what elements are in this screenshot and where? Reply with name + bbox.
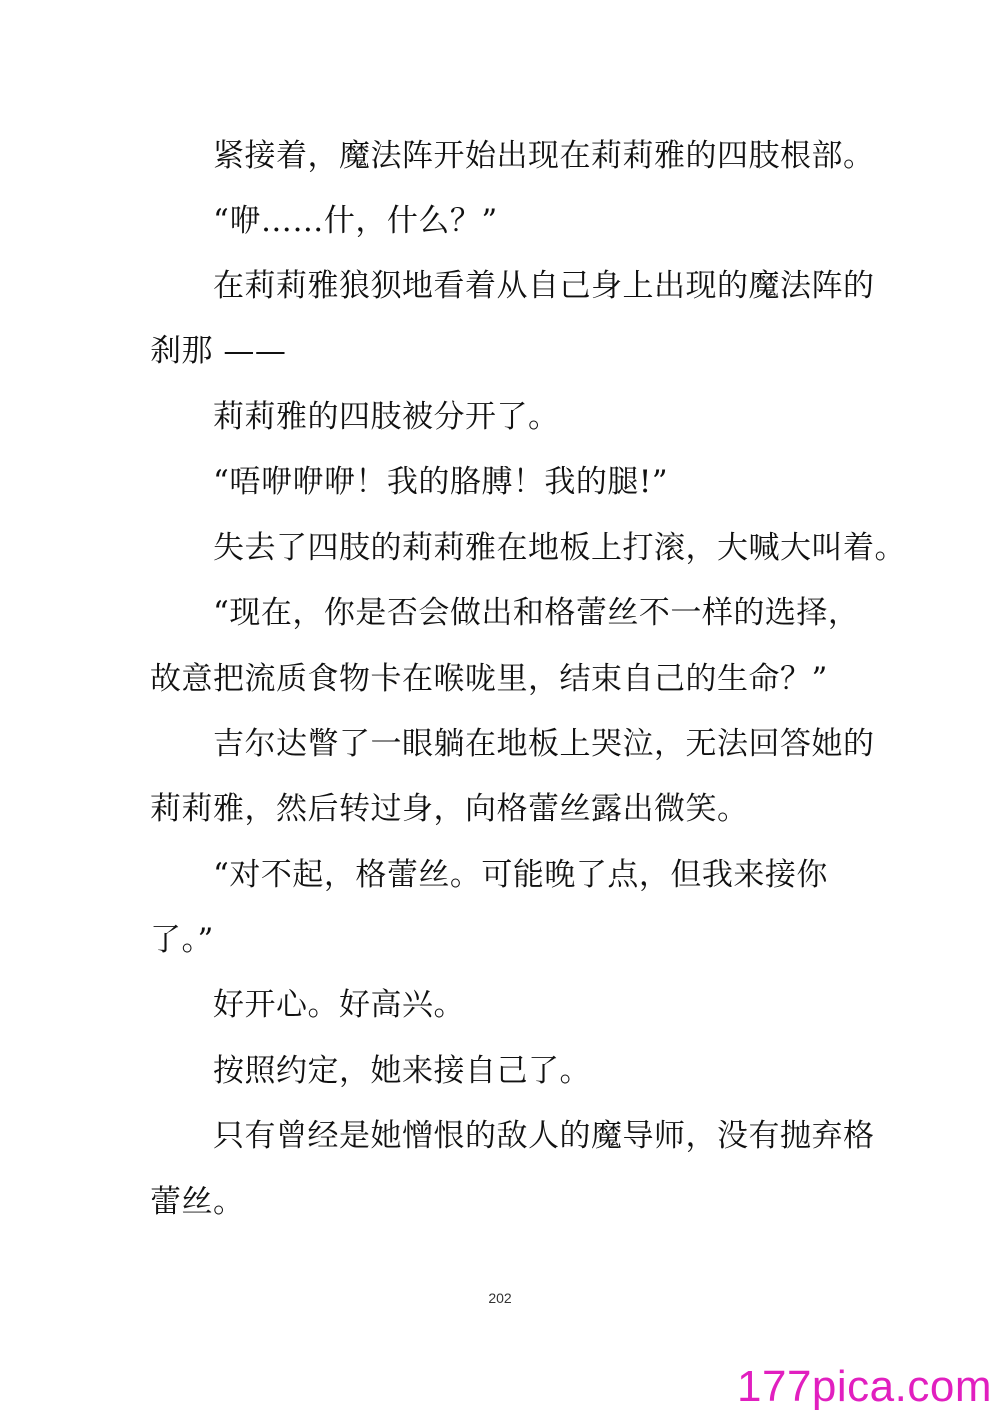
text-line: 只有曾经是她憎恨的敌人的魔导师，没有抛弃格 xyxy=(213,1118,875,1154)
text-line: 了。” xyxy=(150,922,214,958)
text-line: 蕾丝。 xyxy=(150,1184,245,1220)
text-line: 莉莉雅的四肢被分开了。 xyxy=(213,399,560,435)
text-line: “对不起，格蕾丝。可能晚了点，但我来接你 xyxy=(213,857,828,893)
text-line: “唔咿咿咿！我的胳膊！我的腿!” xyxy=(213,464,669,500)
text-line: 故意把流质食物卡在喉咙里，结束自己的生命？” xyxy=(150,661,828,697)
text-line: 失去了四肢的莉莉雅在地板上打滚，大喊大叫着。 xyxy=(213,530,906,566)
text-line: 在莉莉雅狼狈地看着从自己身上出现的魔法阵的 xyxy=(213,268,875,304)
text-line: 吉尔达瞥了一眼躺在地板上哭泣，无法回答她的 xyxy=(213,726,875,762)
text-line: 莉莉雅，然后转过身，向格蕾丝露出微笑。 xyxy=(150,791,749,827)
page-number: 202 xyxy=(488,1290,512,1306)
text-line: “咿……什，什么？” xyxy=(213,203,498,239)
text-line: 刹那 —— xyxy=(150,333,287,369)
text-line: 按照约定，她来接自己了。 xyxy=(213,1053,591,1089)
text-line: 好开心。好高兴。 xyxy=(213,987,465,1023)
text-line: “现在，你是否会做出和格蕾丝不一样的选择， xyxy=(213,595,860,631)
text-line: 紧接着，魔法阵开始出现在莉莉雅的四肢根部。 xyxy=(213,138,875,174)
watermark-text: 177pica.com xyxy=(737,1362,992,1411)
